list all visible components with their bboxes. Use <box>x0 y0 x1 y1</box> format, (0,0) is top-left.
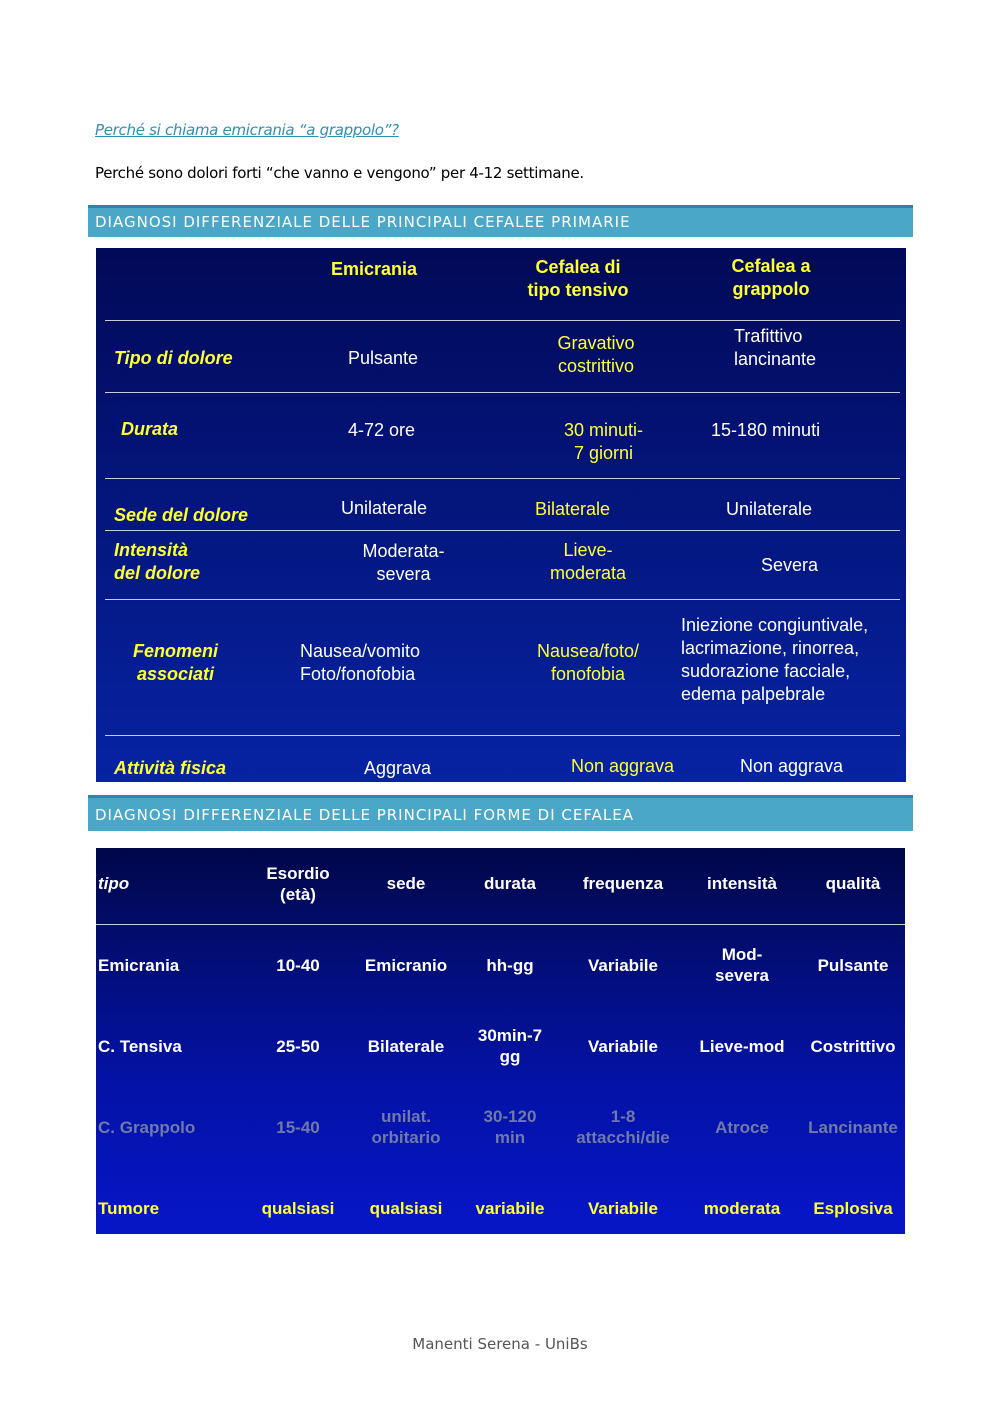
row-label-sede: Sede del dolore <box>114 505 249 525</box>
cell-grappolo-sede: Unilaterale <box>726 499 813 519</box>
row-divider <box>105 530 900 531</box>
row-divider <box>105 320 900 321</box>
table2-cell: hh-gg <box>486 956 534 975</box>
row-label-durata: Durata <box>121 419 179 439</box>
cell-tensiva-attivita: Non aggrava <box>571 756 675 776</box>
table2-header-qualita: qualità <box>825 874 881 893</box>
table2-header-sede: sede <box>386 874 426 893</box>
table1-header-grappolo: Cefalea a grappolo <box>731 256 811 299</box>
page-footer: Manenti Serena - UniBs <box>412 1335 588 1353</box>
table2-cell: Variabile <box>588 956 658 975</box>
cell-grappolo-attivita: Non aggrava <box>740 756 844 776</box>
table2-cell: Emicranio <box>364 956 448 975</box>
table2-cell: Lancinante <box>808 1118 898 1137</box>
cell-tensiva-tipo: Gravativo costrittivo <box>557 333 635 376</box>
table2-header-durata: durata <box>484 874 536 893</box>
table2-cell: 10-40 <box>276 956 320 975</box>
table2-cell: Variabile <box>588 1199 658 1218</box>
cell-emicrania-intensita: Moderata- severa <box>362 541 445 584</box>
table2-cell: unilat. orbitario <box>371 1107 441 1147</box>
table2-cell: 25-50 <box>276 1037 320 1056</box>
cell-grappolo-intensita: Severa <box>761 555 819 575</box>
header-divider <box>96 924 905 925</box>
row-label-fenomeni: Fenomeni associati <box>132 641 218 684</box>
table2-cell: qualsiasi <box>369 1199 443 1218</box>
table2-cell: Mod- severa <box>715 945 769 985</box>
table2-header-intensita: intensità <box>707 874 777 893</box>
table2-cell: Emicrania <box>98 956 180 975</box>
section-title-headache-forms: DIAGNOSI DIFFERENZIALE DELLE PRINCIPALI FORME DI CEFALEA <box>88 795 913 831</box>
row-divider <box>105 599 900 600</box>
table2-cell: C. Tensiva <box>98 1037 182 1056</box>
answer-text: Perché sono dolori forti “che vanno e vengono” per 4-12 settimane. <box>95 164 584 182</box>
table2-cell: moderata <box>703 1199 781 1218</box>
cell-grappolo-tipo: Trafittivo lancinante <box>734 326 817 369</box>
table2-cell: Pulsante <box>817 956 889 975</box>
row-label-attivita: Attività fisica <box>114 758 227 778</box>
cell-tensiva-intensita: Lieve- moderata <box>549 540 627 583</box>
cell-emicrania-sede: Unilaterale <box>341 498 428 518</box>
section-title-primary-headaches: DIAGNOSI DIFFERENZIALE DELLE PRINCIPALI CEFALEE PRIMARIE <box>88 205 913 237</box>
cell-grappolo-durata: 15-180 minuti <box>711 420 821 440</box>
row-divider <box>105 735 900 736</box>
cell-emicrania-durata: 4-72 ore <box>348 420 416 440</box>
cell-emicrania-fenomeni: Nausea/vomito Foto/fonofobia <box>300 641 421 684</box>
table2-header-esordio: Esordio (età) <box>266 864 330 904</box>
table2-cell: 30-120 min <box>483 1107 537 1147</box>
table2-cell: 15-40 <box>276 1118 320 1137</box>
table1-header-emicrania: Emicrania <box>330 259 418 279</box>
headache-forms-table <box>96 848 905 1234</box>
row-divider <box>105 392 900 393</box>
row-label-intensita: Intensità del dolore <box>114 540 201 583</box>
table2-header-tipo: tipo <box>98 874 130 893</box>
table1-header-tensiva: Cefalea di tipo tensivo <box>527 257 629 300</box>
table2-cell: 30min-7 gg <box>477 1026 543 1066</box>
table2-cell: Costrittivo <box>810 1037 896 1056</box>
cell-tensiva-fenomeni: Nausea/foto/ fonofobia <box>536 641 640 684</box>
table2-cell: Lieve-mod <box>699 1037 785 1056</box>
cell-emicrania-tipo: Pulsante <box>348 348 419 368</box>
cell-tensiva-sede: Bilaterale <box>535 499 611 519</box>
table2-cell: Esplosiva <box>813 1199 893 1218</box>
table2-cell: Tumore <box>98 1199 160 1218</box>
cell-tensiva-durata: 30 minuti- 7 giorni <box>563 420 644 463</box>
table2-cell: C. Grappolo <box>98 1118 196 1137</box>
cell-emicrania-attivita: Aggrava <box>364 758 432 778</box>
table2-cell: qualsiasi <box>261 1199 335 1218</box>
table2-cell: Variabile <box>588 1037 658 1056</box>
question-link[interactable]: Perché si chiama emicrania “a grappolo”? <box>95 121 399 139</box>
table2-cell: Bilaterale <box>367 1037 445 1056</box>
row-label-tipo-dolore: Tipo di dolore <box>114 348 233 368</box>
primary-headaches-table <box>96 248 906 782</box>
table2-cell: Atroce <box>715 1118 769 1137</box>
table2-cell: variabile <box>475 1199 545 1218</box>
cell-grappolo-fenomeni: Iniezione congiuntivale, lacrimazione, rinorrea, sudorazione facciale, edema palpebrale <box>681 615 869 704</box>
table2-header-frequenza: frequenza <box>582 874 664 893</box>
row-divider <box>105 478 900 479</box>
table2-cell: 1-8 attacchi/die <box>576 1107 670 1147</box>
